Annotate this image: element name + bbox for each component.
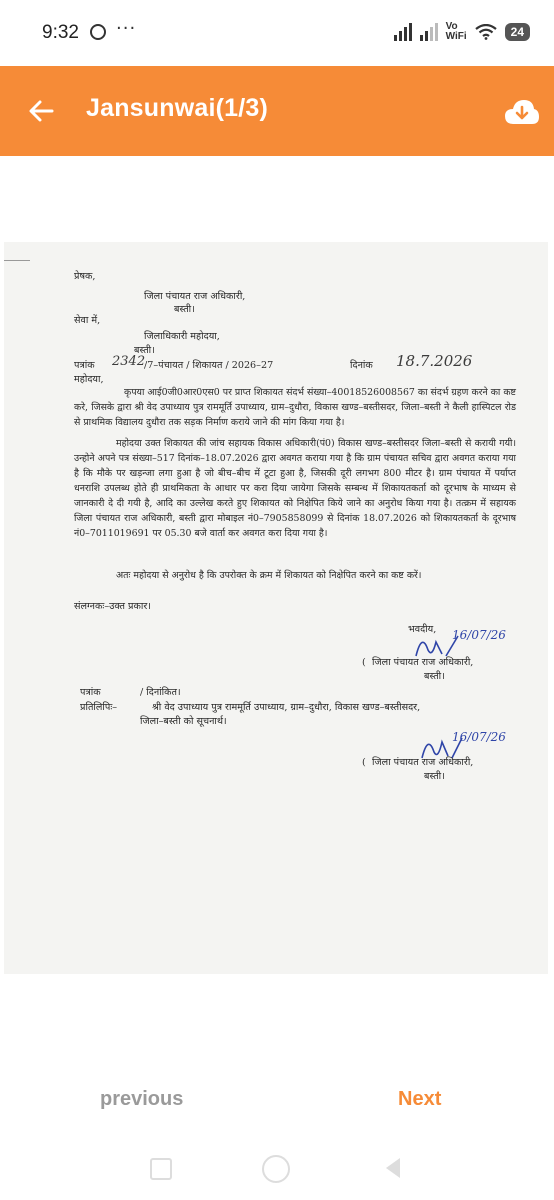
app-bar <box>0 66 554 156</box>
cloud-download-icon <box>504 98 540 128</box>
signature-prefix-1: ( <box>362 657 366 668</box>
more-notifications-icon: ··· <box>116 18 137 39</box>
to-place: बस्ती। <box>134 345 155 356</box>
salutation: महोदया, <box>74 374 104 385</box>
download-button[interactable] <box>504 98 540 128</box>
signature-date-1: 16/07/26 <box>452 628 506 642</box>
reference-rest: /7–पंचायत / शिकायत / 2026–27 <box>144 360 274 371</box>
letter-page <box>4 242 548 974</box>
status-time: 9:32 <box>42 22 79 43</box>
back-button[interactable] <box>22 91 62 131</box>
signature-place-2: बस्ती। <box>424 771 445 782</box>
vowifi-top: Vo <box>445 21 458 32</box>
reference-number-handwritten: 2342 <box>112 354 146 369</box>
reference-label: पत्रांक <box>74 360 95 371</box>
sender-name: जिला पंचायत राज अधिकारी, <box>144 291 246 302</box>
status-bar <box>0 0 554 66</box>
letter-paragraph-1: कृपया आई0जी0आर0एस0 पर प्राप्त शिकायत संदर्भ संख्या–40018526008567 का संदर्भ ग्रहण करने का कष्ट करे, जिसके द्वारा श्री वेद उपाध्याय पुत्र राममूर्ति उपाध्याय, ग्राम–दुधौरा, विकास खण्ड–बस्तीसदर, जिला–बस्ती ने कैली हास्पिटल रोड से प्राथमिक विद्यालय दुधौरा तक सड़क निर्माण कराये जाने की मांग किया गया है। <box>74 387 516 428</box>
wifi-icon <box>475 24 497 40</box>
enclosure-note: संलग्नकः–उक्त प्रकार। <box>74 601 151 612</box>
signature-date-2: 16/07/26 <box>452 730 506 744</box>
vowifi-indicator <box>446 22 467 42</box>
whatsapp-icon <box>90 24 106 40</box>
copy-label: प्रतिलिपिः– <box>80 702 118 713</box>
copy-reference-rest: / दिनांकित। <box>140 687 181 698</box>
signature-title-2: जिला पंचायत राज अधिकारी, <box>372 757 474 768</box>
signature-title-1: जिला पंचायत राज अधिकारी, <box>372 657 474 668</box>
to-name: जिलाधिकारी महोदया, <box>144 331 220 342</box>
closing: भवदीय, <box>408 624 437 635</box>
to-label: सेवा में, <box>74 315 101 326</box>
letter-paragraph-3: अतः महोदया से अनुरोध है कि उपरोक्त के क्रम में शिकायत को निक्षेपित करने का कष्ट करें। <box>116 570 422 581</box>
letter-paragraph-2: महोदया उक्त शिकायत की जांच सहायक विकास अधिकारी(पं0) विकास खण्ड–बस्तीसदर जिला–बस्ती से करायी गयी। उन्होने अपने पत्र संख्या–517 दिनांक–18.07.2026 द्वारा अवगत कराया गया है कि ग्राम पंचायत सचिव द्वारा अवगत कराया गया है कि मौके पर खड़न्जा लगा हुआ है जो बीच–बीच में टूटा हुआ है, जिसकी दूरी लगभग 800 मीटर है। ग्राम पंचायत में पर्याप्त धनराशि उपलब्ध होते ही प्राथमिकता के आधार पर करा दिया जायेगा जिसके सम्बन्ध में शिकायतकर्ता को दूरभाष के माध्यम से जानकारी दे दी गयी है, आदि का उल्लेख करते हुए शिकायत को निक्षेपित किये जाने का अनुरोध किया गया है। तत्क्रम में सहायक जिला पंचायत राज अधिकारी, बस्ती द्वारा मोबाइल नं0–7905858099 से दिनांक 18.07.2026 को शिकायतकर्ता के दूरभाष नं0–7011019691 पर 05.30 बजे वार्ता कर अवगत करा दिया गया है। <box>74 438 516 539</box>
arrow-left-icon <box>22 91 62 131</box>
battery-indicator: 24 <box>505 23 530 41</box>
recent-apps-icon[interactable] <box>150 1158 172 1180</box>
vowifi-bottom: WiFi <box>445 31 467 42</box>
signature-place-1: बस्ती। <box>424 671 445 682</box>
sender-label: प्रेषक, <box>74 271 96 282</box>
signature-prefix-2: ( <box>362 757 366 768</box>
sender-place: बस्ती। <box>174 304 195 315</box>
system-back-icon[interactable] <box>386 1158 400 1178</box>
copy-line-1: श्री वेद उपाध्याय पुत्र राममूर्ति उपाध्याय, ग्राम–दुधौरा, विकास खण्ड–बस्तीसदर, <box>152 702 421 713</box>
document-viewer[interactable] <box>0 156 554 1056</box>
date-handwritten: 18.7.2026 <box>396 352 473 370</box>
date-label: दिनांक <box>350 360 373 371</box>
system-navigation-bar <box>0 1140 554 1200</box>
signal-secondary-icon <box>420 23 438 41</box>
signal-icon <box>394 23 412 41</box>
copy-reference-label: पत्रांक <box>80 687 101 698</box>
status-indicators <box>394 22 530 42</box>
copy-line-2: जिला–बस्ती को सूचनार्थ। <box>140 716 227 727</box>
home-icon[interactable] <box>262 1155 290 1183</box>
previous-button[interactable]: previous <box>100 1088 184 1110</box>
scan-mark <box>4 260 30 261</box>
next-button[interactable]: Next <box>398 1088 442 1110</box>
page-title: Jansunwai(1/3) <box>86 94 269 122</box>
